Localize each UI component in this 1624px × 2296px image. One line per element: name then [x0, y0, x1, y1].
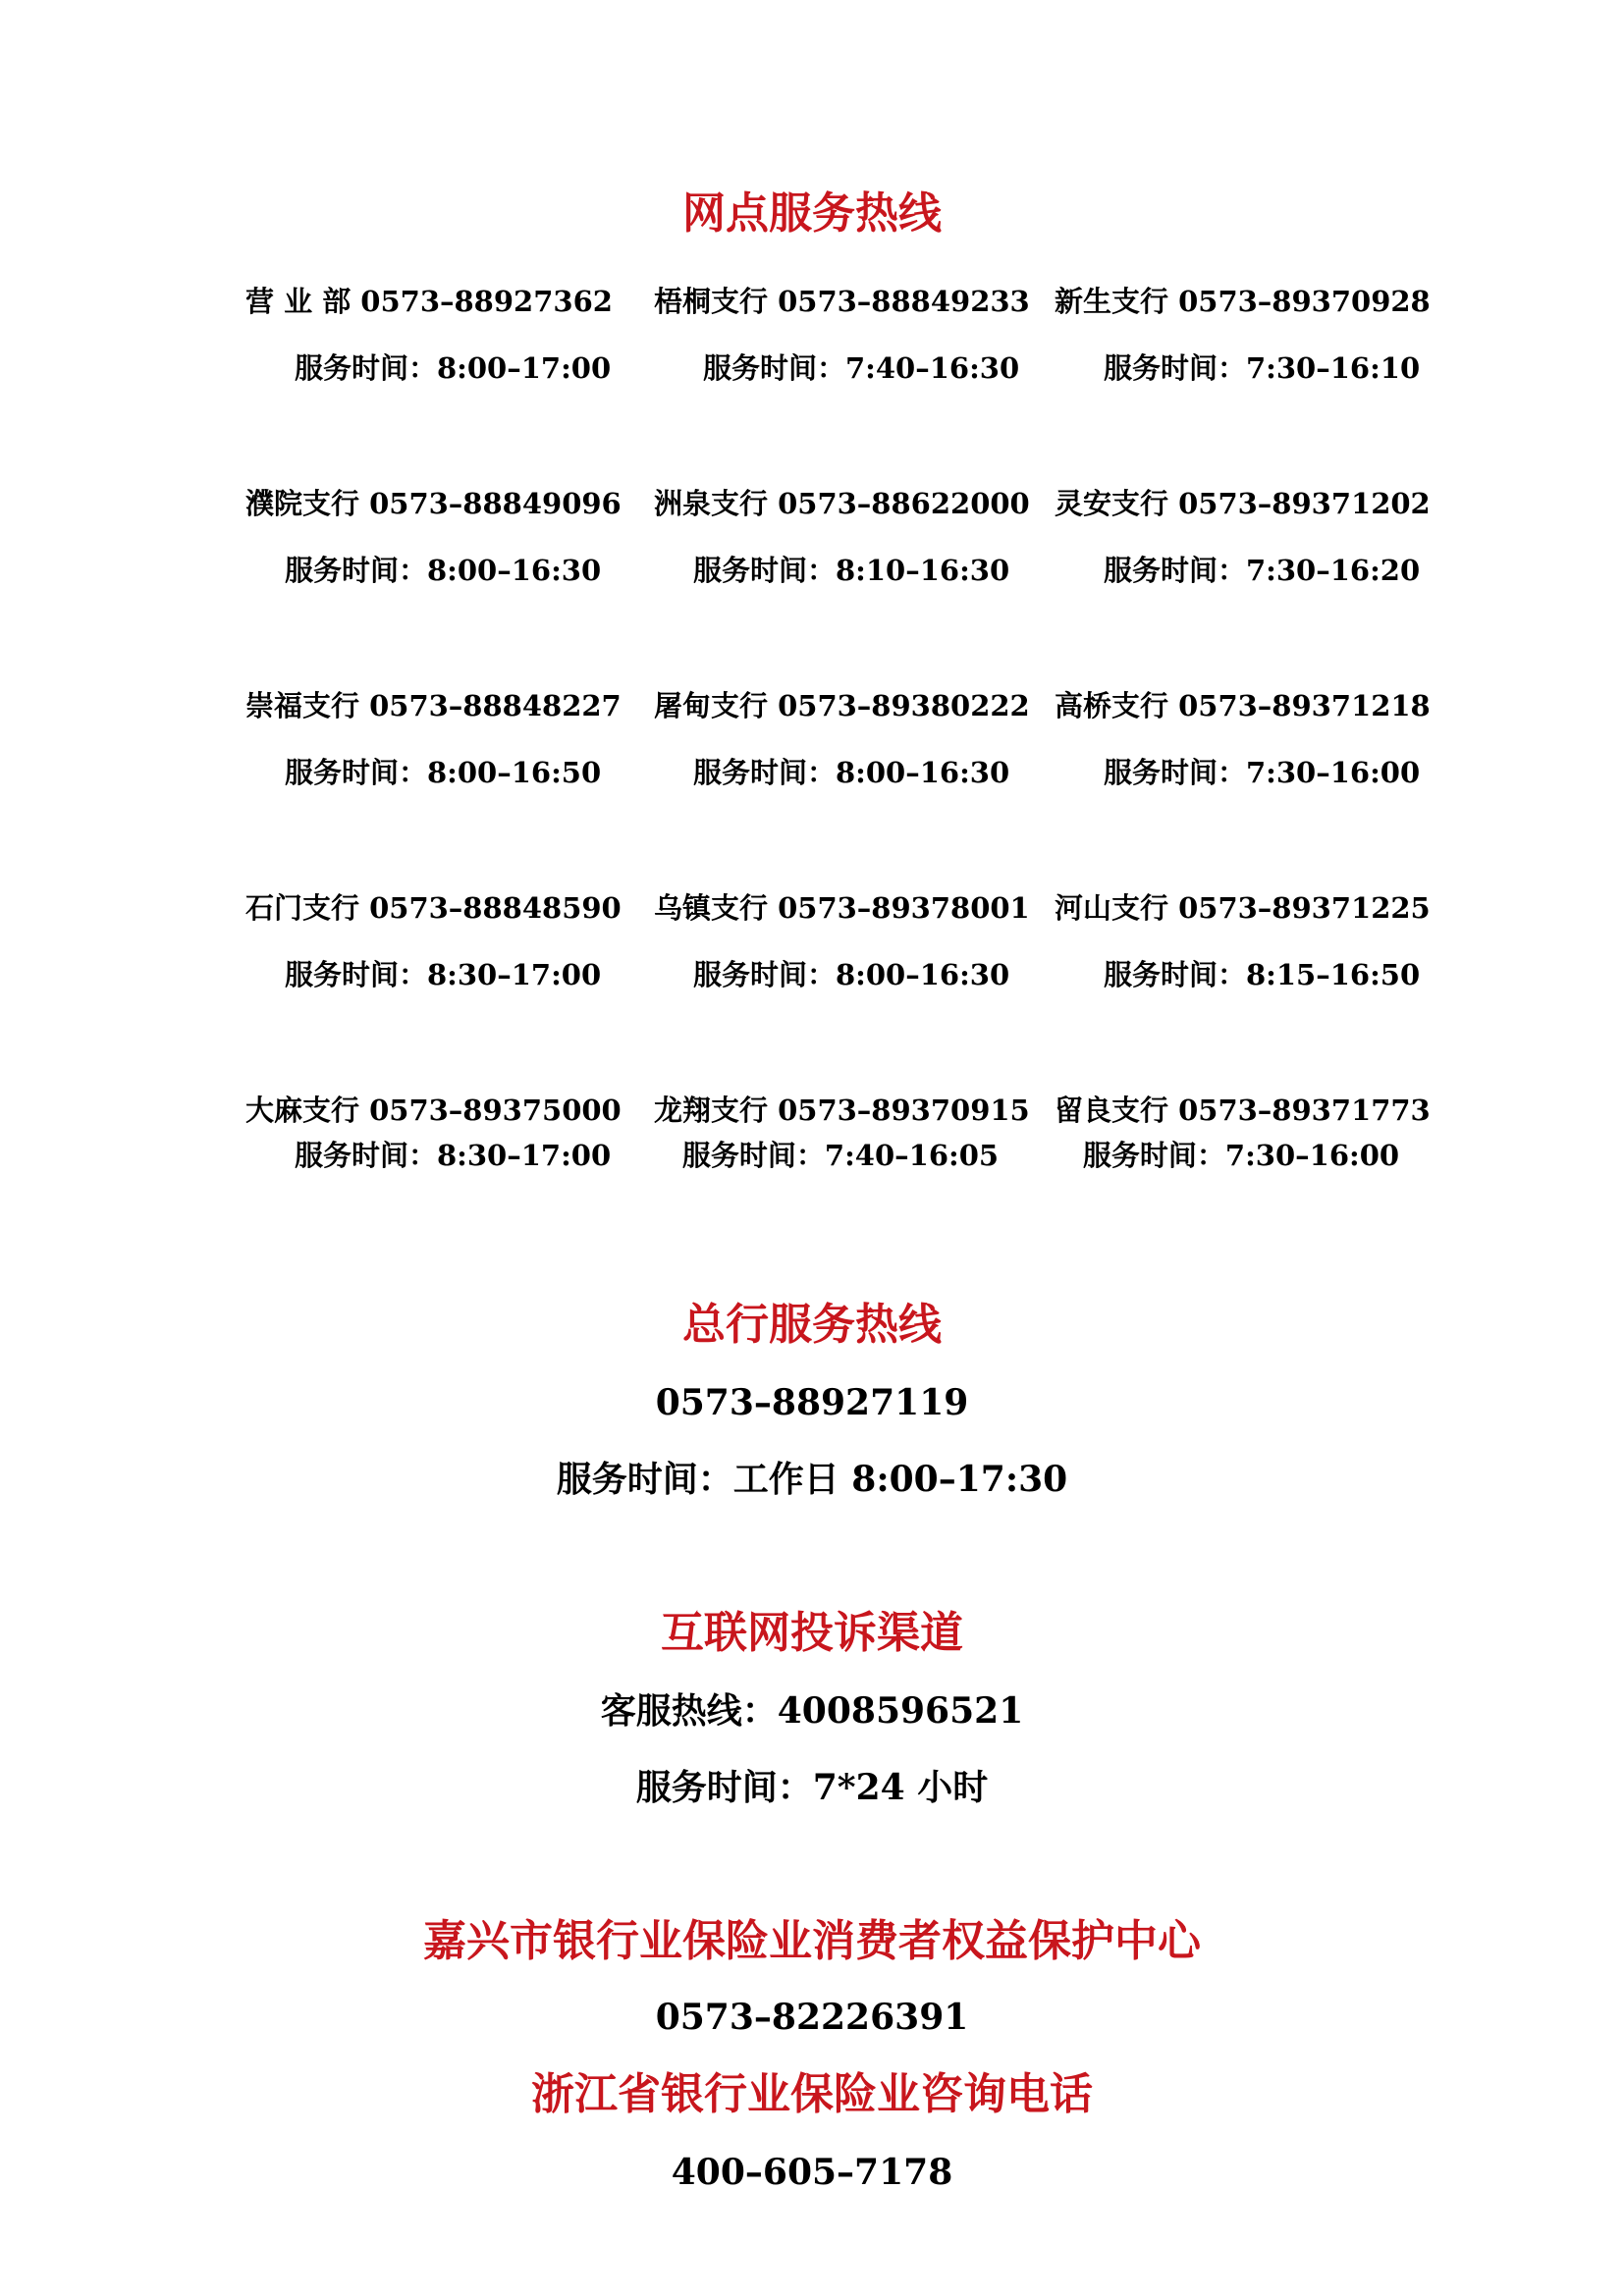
internet-complaint-title: 互联网投诉渠道 [661, 1608, 963, 1658]
internet-complaint-hours: 服务时间：7*24 小时 [635, 1767, 989, 1808]
zhejiang-consult-title: 浙江省银行业保险业咨询电话 [531, 2069, 1093, 2119]
branch-name: 龙翔支行 0573–89370915 [654, 1094, 1030, 1127]
branch-name: 河山支行 0573–89371225 [1055, 891, 1431, 925]
branch-hours: 服务时间：8:10–16:30 [693, 554, 1010, 587]
branch-hours: 服务时间：8:00–16:30 [693, 958, 1010, 991]
branch-card [654, 687, 1030, 791]
branch-name: 石门支行 0573–88848590 [245, 891, 622, 925]
zhejiang-consult-phone: 400–605–7178 [671, 2152, 953, 2193]
branch-name: 洲泉支行 0573–88622000 [654, 487, 1030, 520]
branch-hours: 服务时间：7:30–16:10 [1104, 351, 1421, 385]
branch-name: 乌镇支行 0573–89378001 [654, 891, 1030, 925]
branch-hours: 服务时间：8:00–16:50 [285, 756, 602, 789]
branch-hours: 服务时间：7:40–16:30 [703, 351, 1020, 385]
branch-name: 崇福支行 0573–88848227 [245, 689, 622, 722]
branch-card [654, 889, 1030, 993]
branch-name: 梧桐支行 0573–88849233 [654, 285, 1030, 318]
head-office-phone: 0573–88927119 [655, 1382, 969, 1423]
jiaxing-center-phone: 0573–82226391 [655, 1997, 969, 2038]
branch-hours: 服务时间：8:00–16:30 [285, 554, 602, 587]
branch-card [654, 485, 1030, 589]
head-office-title: 总行服务热线 [682, 1300, 942, 1350]
branch-card [245, 889, 622, 993]
branch-card [245, 283, 613, 387]
branch-card [1055, 1092, 1431, 1174]
branch-hours: 服务时间：7:30–16:00 [1082, 1139, 1400, 1172]
internet-complaint-hotline: 客服热线：4008596521 [600, 1690, 1024, 1732]
jiaxing-center-title: 嘉兴市银行业保险业消费者权益保护中心 [423, 1916, 1201, 1966]
branch-section-title: 网点服务热线 [682, 188, 942, 239]
branch-hours: 服务时间：8:15–16:50 [1104, 958, 1421, 991]
branch-name: 濮院支行 0573–88849096 [245, 487, 622, 520]
branch-name: 屠甸支行 0573–89380222 [654, 689, 1030, 722]
branch-card [245, 485, 622, 589]
branch-hours: 服务时间：7:40–16:05 [681, 1139, 1000, 1172]
branch-name: 营 业 部 0573–88927362 [245, 285, 613, 318]
branch-card [1055, 485, 1431, 589]
branch-card [654, 283, 1030, 387]
branch-card [1055, 283, 1431, 387]
branch-card [245, 1092, 622, 1174]
branch-hours: 服务时间：8:00–16:30 [693, 756, 1010, 789]
branch-hours: 服务时间：8:30–17:00 [295, 1139, 612, 1172]
branch-hours: 服务时间：8:00–17:00 [295, 351, 612, 385]
branch-name: 留良支行 0573–89371773 [1055, 1094, 1431, 1127]
branch-name: 新生支行 0573–89370928 [1055, 285, 1431, 318]
branch-name: 大麻支行 0573–89375000 [245, 1094, 622, 1127]
branch-card [654, 1092, 1030, 1174]
branch-hours: 服务时间：7:30–16:20 [1104, 554, 1421, 587]
branch-hours: 服务时间：8:30–17:00 [285, 958, 602, 991]
branch-card [1055, 889, 1431, 993]
branch-card [1055, 687, 1431, 791]
branch-name: 高桥支行 0573–89371218 [1055, 689, 1431, 722]
head-office-hours: 服务时间：工作日 8:00–17:30 [556, 1459, 1068, 1500]
branch-hours: 服务时间：7:30–16:00 [1104, 756, 1421, 789]
branch-card [245, 687, 622, 791]
branch-name: 灵安支行 0573–89371202 [1055, 487, 1431, 520]
